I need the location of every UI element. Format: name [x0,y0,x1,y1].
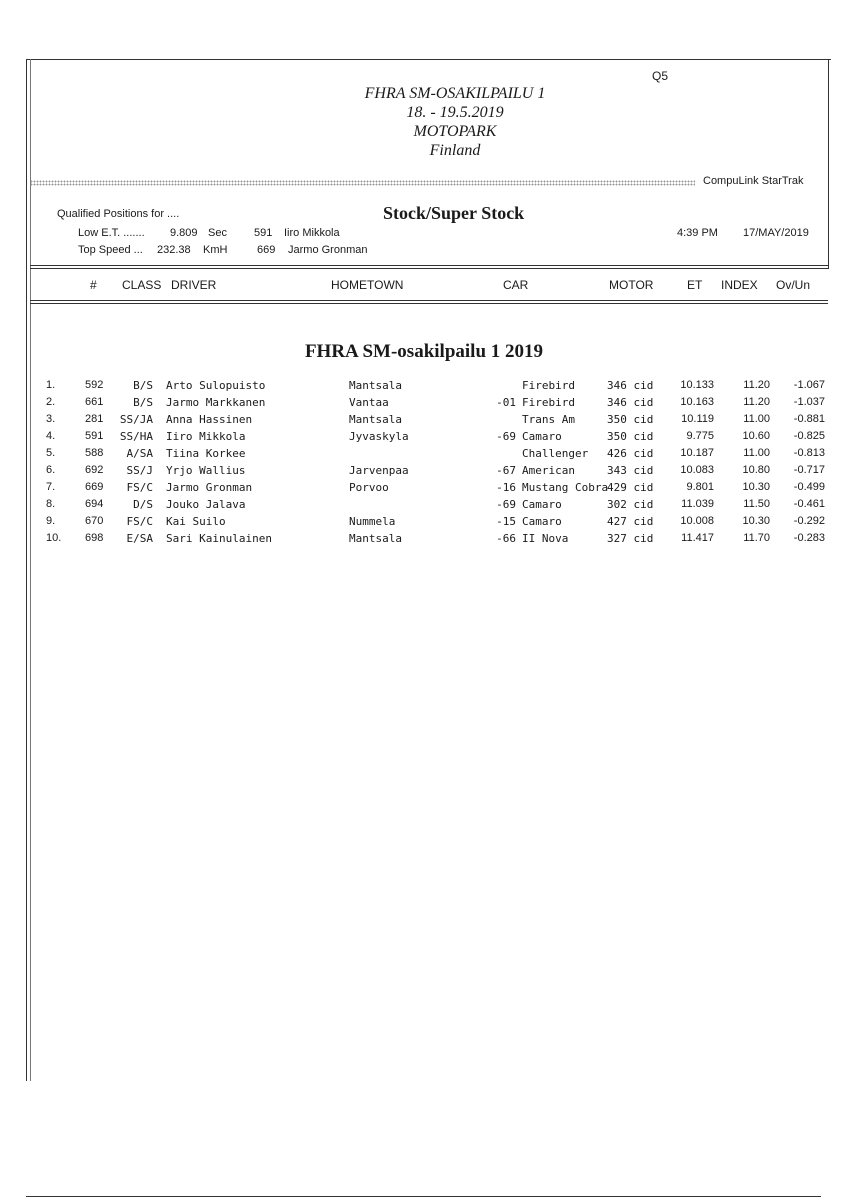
event-title: FHRA SM-OSAKILPAILU 1 [364,85,546,102]
row-class: D/S [133,498,153,511]
low-et-unit: Sec [208,227,227,239]
row-index: 11.50 [743,498,770,510]
row-motor: 427 cid [607,515,654,528]
report-date: 17/MAY/2019 [743,227,809,239]
row-index: 10.30 [742,515,770,527]
low-et-value: 9.809 [170,227,198,239]
top-speed-driver: Jarmo Gronman [288,244,368,256]
row-position: 4. [46,430,56,442]
event-header [300,84,610,160]
row-et: 11.417 [681,532,714,544]
low-et-driver: Iiro Mikkola [284,227,340,239]
col-motor: MOTOR [609,278,654,292]
row-motor: 350 cid [607,413,654,426]
row-motor: 346 cid [607,379,654,392]
row-ovun: -0.461 [793,498,825,510]
row-car-year: -67 [496,464,516,477]
row-class: SS/JA [119,413,153,426]
row-hometown: Porvoo [349,481,389,494]
top-speed-car: 669 [257,244,276,256]
row-ovun: -0.283 [793,532,825,544]
row-motor: 429 cid [607,481,654,494]
results-title: FHRA SM-osakilpailu 1 2019 [304,341,544,362]
row-et: 10.187 [680,447,714,459]
row-driver: Iiro Mikkola [166,430,246,443]
row-car-model: Firebird [522,396,575,409]
row-car-year: -16 [496,481,516,494]
row-index: 11.20 [743,396,770,408]
row-et: 10.133 [680,379,714,391]
row-car-number: 588 [85,447,104,459]
row-driver: Jarmo Gronman [166,481,253,494]
row-car-number: 592 [85,379,104,391]
dotted-separator [30,180,695,186]
table-row [0,498,848,515]
low-et-car: 591 [254,227,273,239]
row-driver: Sari Kainulainen [166,532,272,545]
row-position: 6. [46,464,56,476]
left-border-inner [30,59,31,1081]
col-ovun: Ov/Un [776,278,811,292]
info-divider-2 [30,268,828,269]
row-car-model: Mustang Cobra [522,481,609,494]
row-ovun: -0.292 [793,515,825,527]
row-motor: 346 cid [607,396,654,409]
row-ovun: -1.067 [793,379,825,391]
row-car-number: 698 [85,532,104,544]
table-row [0,413,848,430]
report-time: 4:39 PM [677,227,718,239]
row-ovun: -0.881 [793,413,825,425]
bottom-border [26,1196,821,1197]
results-table [0,379,848,549]
row-driver: Yrjo Wallius [166,464,246,477]
row-position: 9. [46,515,56,527]
row-index: 11.00 [743,447,770,459]
table-row [0,396,848,413]
sheet-code: Q5 [652,69,669,83]
row-car-year: -69 [496,498,516,511]
row-hometown: Jarvenpaa [349,464,409,477]
event-country: Finland [429,142,481,159]
top-border [26,59,831,60]
top-speed-unit: KmH [203,244,228,256]
row-driver: Kai Suilo [166,515,226,528]
row-car-model: Trans Am [522,413,575,426]
row-hometown: Mantsala [349,532,402,545]
row-car-year: -69 [496,430,516,443]
row-car-number: 692 [85,464,104,476]
low-et-row [78,227,340,239]
row-car-number: 694 [85,498,104,510]
left-border [26,59,27,1081]
event-dates: 18. - 19.5.2019 [406,104,504,121]
row-driver: Jouko Jalava [166,498,246,511]
row-car-number: 281 [85,413,104,425]
row-driver: Anna Hassinen [166,413,253,426]
col-class: CLASS [122,278,162,292]
row-index: 11.70 [743,532,770,544]
row-index: 10.60 [742,430,770,442]
row-car-year: -66 [496,532,516,545]
row-et: 9.801 [686,481,714,493]
row-position: 8. [46,498,56,510]
col-driver: DRIVER [171,278,217,292]
event-venue: MOTOPARK [413,123,497,140]
header-divider [30,300,828,301]
row-ovun: -0.813 [793,447,825,459]
row-car-model: Camaro [522,430,562,443]
row-ovun: -0.717 [793,464,825,476]
row-motor: 302 cid [607,498,654,511]
row-ovun: -1.037 [793,396,825,408]
top-speed-label: Top Speed ... [78,244,143,256]
row-car-model: Challenger [522,447,589,460]
row-et: 10.083 [680,464,714,476]
row-car-number: 669 [85,481,104,493]
row-index: 10.30 [742,481,770,493]
row-car-year: -01 [496,396,516,409]
row-position: 7. [46,481,56,493]
col-index: INDEX [721,278,758,292]
table-row [0,430,848,447]
class-title: Stock/Super Stock [383,203,525,223]
row-class: SS/HA [119,430,153,443]
row-car-number: 670 [85,515,104,527]
row-motor: 350 cid [607,430,654,443]
table-row [0,515,848,532]
row-class: SS/J [126,464,153,477]
top-speed-row [78,244,368,256]
brand-label: CompuLink StarTrak [703,175,804,187]
table-row [0,379,848,396]
row-class: FS/C [126,481,153,494]
row-driver: Tiina Korkee [166,447,246,460]
row-et: 9.775 [686,430,714,442]
info-divider [30,265,828,266]
col-num: # [90,278,97,292]
row-ovun: -0.825 [793,430,825,442]
row-car-model: II Nova [522,532,569,545]
row-position: 10. [46,532,62,544]
row-car-number: 591 [85,430,104,442]
col-et: ET [687,278,703,292]
row-class: E/SA [126,532,153,545]
row-hometown: Mantsala [349,413,402,426]
table-row [0,447,848,464]
low-et-label: Low E.T. ....... [78,227,145,239]
col-car: CAR [503,278,529,292]
col-hometown: HOMETOWN [331,278,404,292]
row-car-model: Camaro [522,498,562,511]
row-hometown: Jyvaskyla [349,430,409,443]
row-class: B/S [133,396,153,409]
row-et: 10.163 [680,396,714,408]
row-car-year: -15 [496,515,516,528]
row-class: A/SA [126,447,153,460]
header-divider-2 [30,303,828,304]
row-ovun: -0.499 [793,481,825,493]
row-index: 11.20 [743,379,770,391]
row-et: 10.119 [681,413,714,425]
row-class: B/S [133,379,153,392]
row-index: 10.80 [742,464,770,476]
table-row [0,464,848,481]
row-driver: Arto Sulopuisto [166,379,266,392]
row-car-model: American [522,464,575,477]
right-border [828,59,829,269]
row-position: 2. [46,396,56,408]
row-position: 3. [46,413,56,425]
row-hometown: Vantaa [349,396,389,409]
row-class: FS/C [126,515,153,528]
row-hometown: Mantsala [349,379,402,392]
row-hometown: Nummela [349,515,396,528]
row-car-number: 661 [85,396,104,408]
row-car-model: Firebird [522,379,575,392]
row-motor: 327 cid [607,532,654,545]
row-et: 10.008 [680,515,714,527]
row-motor: 426 cid [607,447,654,460]
table-row [0,481,848,498]
row-driver: Jarmo Markkanen [166,396,266,409]
table-row [0,532,848,549]
row-position: 1. [46,379,56,391]
row-index: 11.00 [743,413,770,425]
row-et: 11.039 [681,498,714,510]
row-position: 5. [46,447,56,459]
top-speed-value: 232.38 [157,244,191,256]
qualified-label: Qualified Positions for .... [57,208,180,220]
row-motor: 343 cid [607,464,654,477]
row-car-model: Camaro [522,515,562,528]
